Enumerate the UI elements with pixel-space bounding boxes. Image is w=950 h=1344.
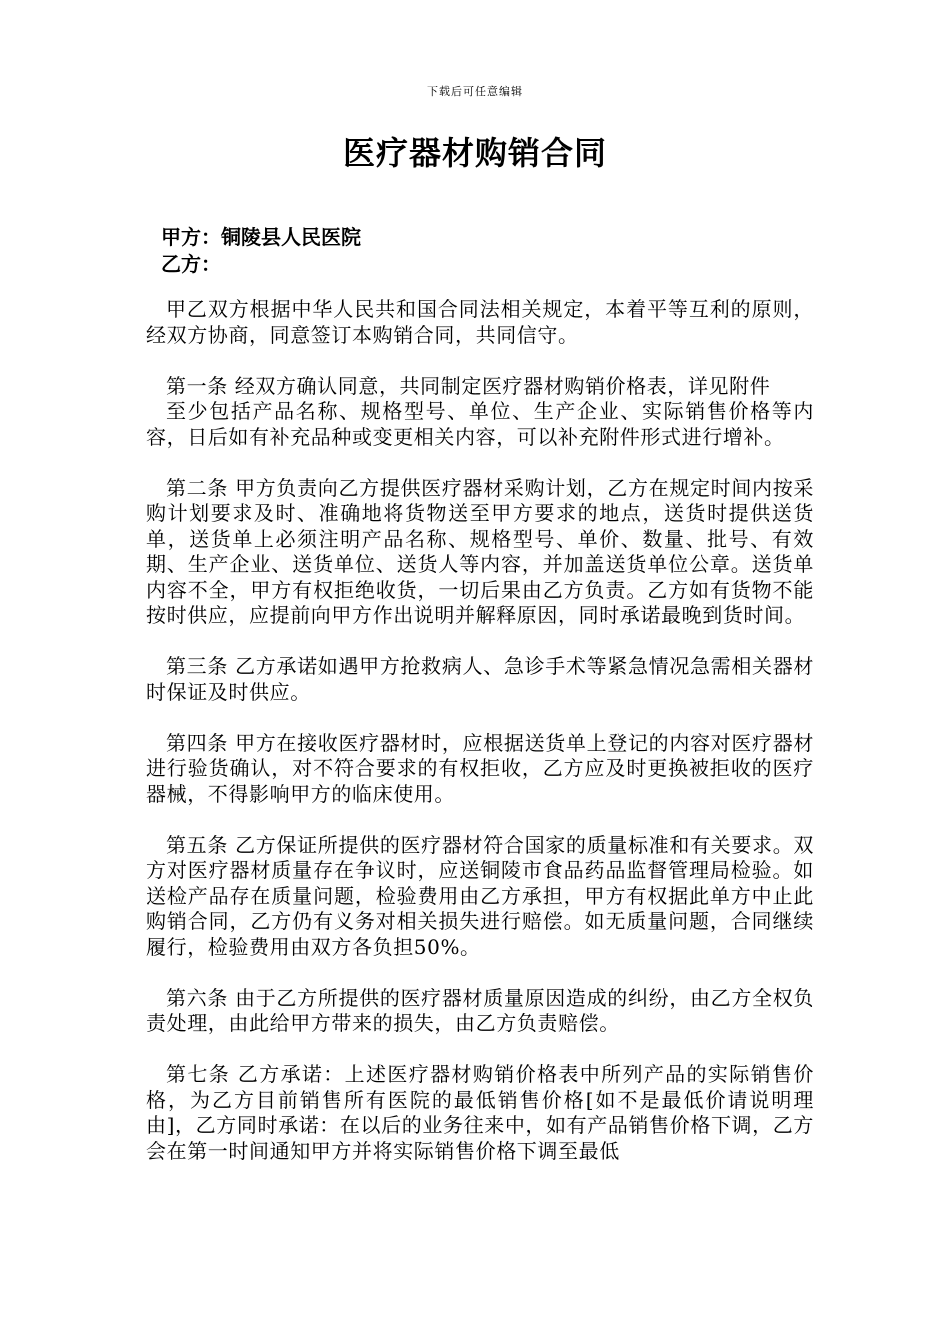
article-6: 第六条 由于乙方所提供的医疗器材质量原因造成的纠纷，由乙方全权负责处理，由此给甲方带来的损失，由乙方负责赔偿。	[146, 985, 814, 1035]
article-5: 第五条 乙方保证所提供的医疗器材符合国家的质量标准和有关要求。双方对医疗器材质量存在争议时，应送铜陵市食品药品监督管理局检验。如送检产品存在质量问题，检验费用由乙方承担，甲方有权据此单方中止此购销合同，乙方仍有义务对相关损失进行赔偿。如无质量问题，合同继续履行，检验费用由双方各负担50%。	[146, 832, 814, 959]
party-b-line: 乙方：	[161, 252, 221, 276]
party-a-line: 甲方：铜陵县人民医院	[161, 225, 361, 249]
document-title: 医疗器材购销合同	[342, 134, 607, 172]
article-7: 第七条 乙方承诺：上述医疗器材购销价格表中所列产品的实际销售价格，为乙方目前销售所有医院的最低销售价格[如不是最低价请说明理由]，乙方同时承诺：在以后的业务往来中，如有产品销售价格下调，乙方会在第一时间通知甲方并将实际销售价格下调至最低	[146, 1062, 814, 1163]
article-1	[146, 374, 814, 451]
contract-parties	[161, 224, 361, 278]
article-4: 第四条 甲方在接收医疗器材时，应根据送货单上登记的内容对医疗器材进行验货确认，对不符合要求的有权拒收，乙方应及时更换被拒收的医疗器械，不得影响甲方的临床使用。	[146, 730, 814, 806]
intro-paragraph: 甲乙双方根据中华人民共和国合同法相关规定，本着平等互利的原则，经双方协商，同意签订本购销合同，共同信守。	[146, 297, 814, 347]
article-1-part-2: 至少包括产品名称、规格型号、单位、生产企业、实际销售价格等内容，日后如有补充品种或变更相关内容，可以补充附件形式进行增补。	[146, 399, 814, 449]
header-note: 下载后可任意编辑	[427, 85, 523, 98]
contract-body	[146, 297, 814, 1164]
article-3: 第三条 乙方承诺如遇甲方抢救病人、急诊手术等紧急情况急需相关器材时保证及时供应。	[146, 654, 814, 704]
article-2: 第二条 甲方负责向乙方提供医疗器材采购计划，乙方在规定时间内按采购计划要求及时、准确地将货物送至甲方要求的地点，送货时提供送货单，送货单上必须注明产品名称、规格型号、单价、数量、批号、有效期、生产企业、送货单位、送货人等内容，并加盖送货单位公章。送货单内容不全，甲方有权拒绝收货，一切后果由乙方负责。乙方如有货物不能按时供应，应提前向甲方作出说明并解释原因，同时承诺最晚到货时间。	[146, 475, 814, 627]
article-1-part-1: 第一条 经双方确认同意，共同制定医疗器材购销价格表，详见附件	[166, 373, 771, 398]
